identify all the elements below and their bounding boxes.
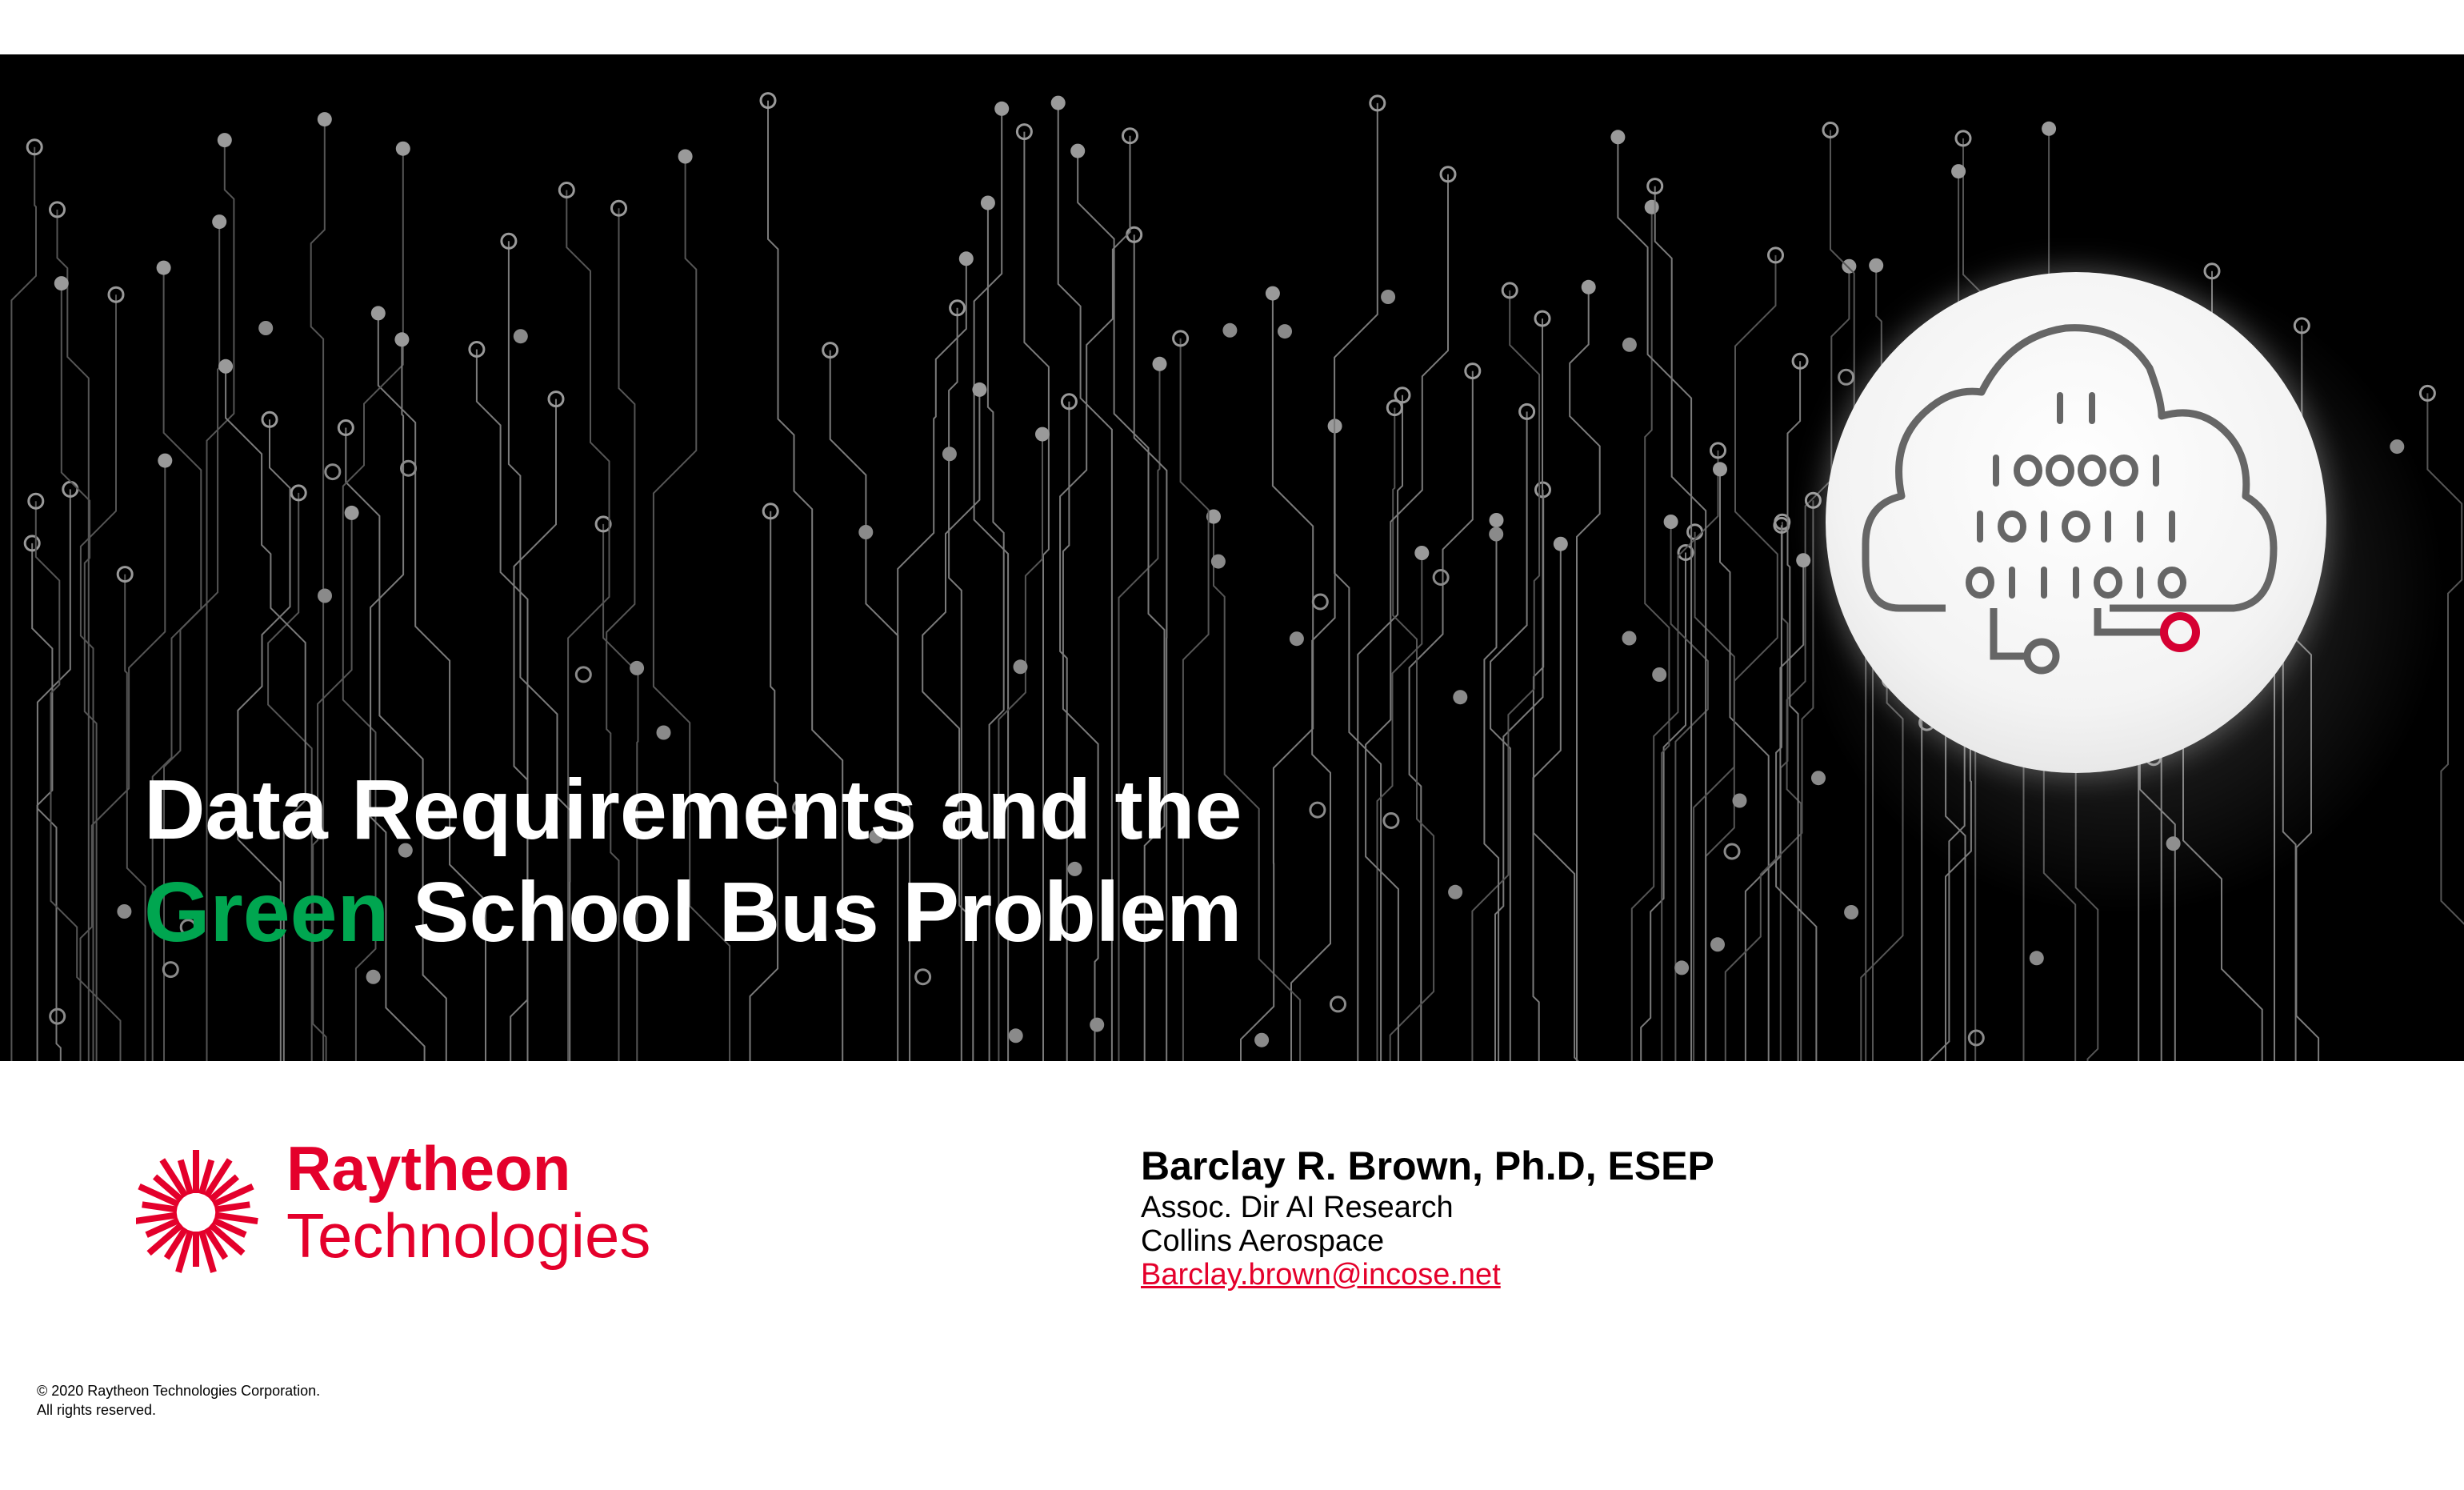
title-line-1: Data Requirements and the: [144, 763, 1242, 857]
raytheon-starburst-logo: [136, 1132, 272, 1284]
slide-title: [144, 759, 1242, 963]
copyright-line-2: All rights reserved.: [37, 1402, 157, 1418]
author-title: Assoc. Dir AI Research: [1141, 1191, 1454, 1224]
title-banner: [0, 54, 2464, 1061]
logo-word-raytheon: Raytheon: [286, 1133, 571, 1204]
author-organization: Collins Aerospace: [1141, 1224, 1385, 1258]
author-email-link[interactable]: Barclay.brown@incose.net: [1141, 1258, 1501, 1292]
raytheon-technologies-logo: [136, 1132, 696, 1284]
logo-word-technologies: Technologies: [286, 1200, 651, 1271]
cloud-binary-data-icon: [1826, 272, 2326, 773]
title-accent-word: Green: [144, 865, 390, 959]
copyright-notice: [37, 1381, 320, 1420]
author-name: Barclay R. Brown, Ph.D, ESEP: [1141, 1144, 1714, 1188]
title-line-2-rest: School Bus Problem: [389, 865, 1242, 959]
cloud-data-badge: [1826, 272, 2326, 773]
copyright-line-1: © 2020 Raytheon Technologies Corporation.: [37, 1383, 321, 1399]
author-block: [1141, 1141, 1714, 1292]
title-line-2: [144, 861, 1242, 963]
